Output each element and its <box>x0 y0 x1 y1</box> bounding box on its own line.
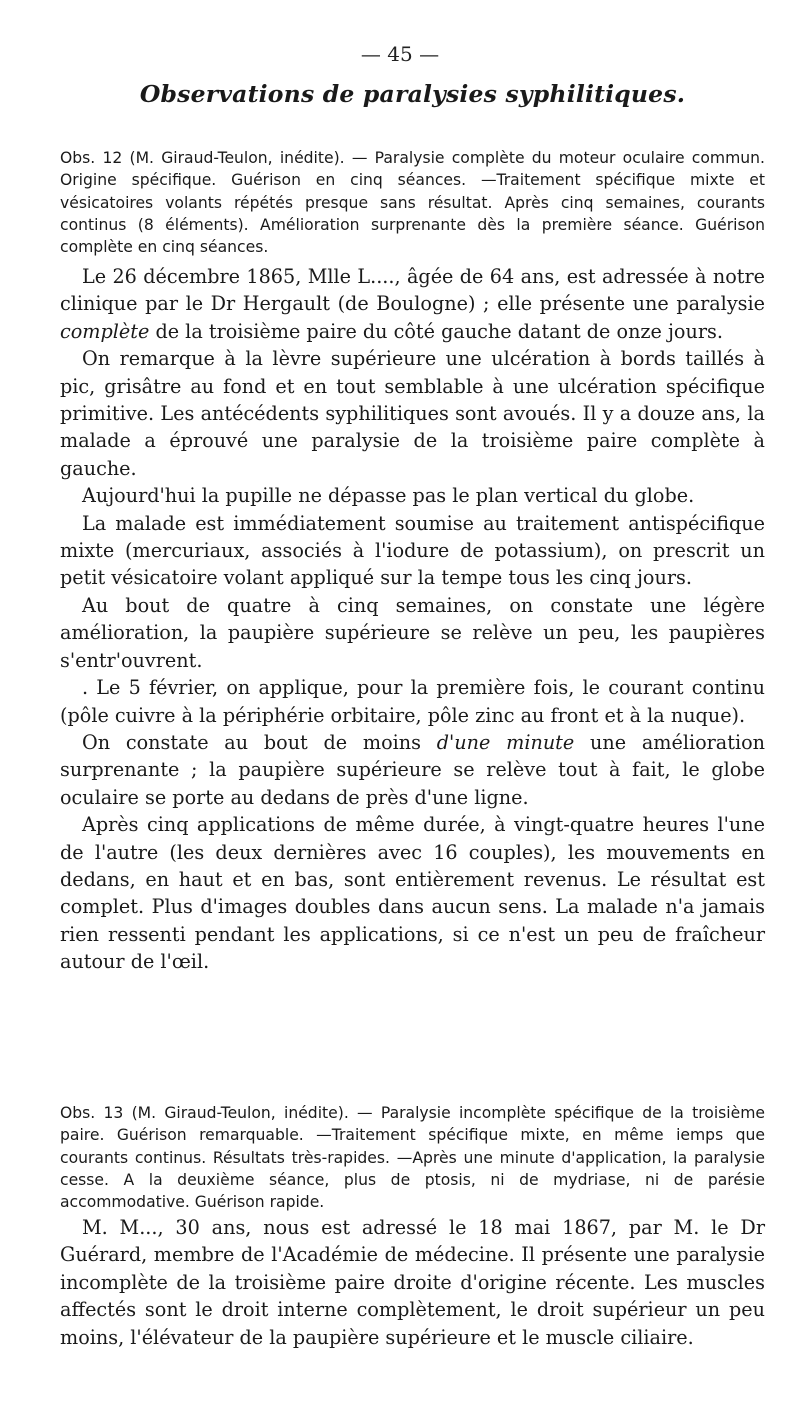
page-number: — 45 — <box>360 42 440 66</box>
emphasis: complète <box>60 319 150 343</box>
text-run: On constate au bout de moins <box>82 730 437 754</box>
obs-13-paragraph: M. M..., 30 ans, nous est adressé le 18 mai 1867, par M. le Dr Guérard, membre de l'Académie de médecine. Il présente une paralysie incomplète de la troisième paire droite d'origine récente. Les muscles affectés sont le droit interne complètement, le droit supérieur un peu moins, l'élévateur de la paupière supérieure et le muscle ciliaire. <box>60 1216 765 1349</box>
obs-12-case-text <box>60 263 765 976</box>
obs-12-paragraph: Après cinq applications de même durée, à vingt-quatre heures l'une de l'autre (les deux dernières avec 16 couples), les mouvements en dedans, en haut et en bas, sont entièrement revenus. Le résultat est complet. Plus d'images doubles dans aucun sens. La malade n'a jamais rien ressenti pendant les applications, si ce n'est un peu de fraîcheur autour de l'œil. <box>60 813 765 974</box>
text-run: de la troisième paire du côté gauche datant de onze jours. <box>149 319 723 343</box>
obs-12-paragraph <box>60 729 765 811</box>
obs-12-paragraph: La malade est immédiatement soumise au traitement antispécifique mixte (mercuriaux, associés à l'iodure de potassium), on prescrit un petit vésicatoire volant appliqué sur la tempe tous les cinq jours. <box>60 511 765 590</box>
obs-13-case-text <box>60 1214 765 1351</box>
obs-12-paragraph: On remarque à la lèvre supérieure une ulcération à bords taillés à pic, grisâtre au fond et en tout semblable à une ulcération spécifique primitive. Les antécédents syphilitiques sont avoués. Il y a douze ans, la malade a éprouvé une paralysie de la troisième paire complète à gauche. <box>60 347 765 480</box>
obs-12-paragraph: Aujourd'hui la pupille ne dépasse pas le plan vertical du globe. <box>82 484 695 508</box>
obs-12-paragraph <box>60 263 765 345</box>
obs-12-summary: Obs. 12 (M. Giraud-Teulon, inédite). — Paralysie complète du moteur oculaire commun. Origine spécifique. Guérison en cinq séances. —Traitement spécifique mixte et vésicatoires volants répétés presque sans résultat. Après cinq semaines, courants continus (8 éléments). Amélioration surprenante dès la première séance. Guérison complète en cinq séances. <box>60 149 765 257</box>
obs-12-paragraph: . Le 5 février, on applique, pour la première fois, le courant continu (pôle cuivre à la périphérie orbitaire, pôle zinc au front et à la nuque). <box>60 676 765 727</box>
emphasis: d'une minute <box>436 730 575 754</box>
text-run: une amélioration surprenante ; la paupière supérieure se relève tout à fait, le globe oculaire se porte au dedans de près d'une ligne. <box>60 730 766 809</box>
text-run: Le 26 décembre 1865, Mlle L...., âgée de 64 ans, est adressée à notre clinique par le Dr Hergault (de Boulogne) ; elle présente une paralysie <box>60 265 765 316</box>
page-title: Observations de paralysies syphilitiques. <box>139 80 686 108</box>
obs-13-summary: Obs. 13 (M. Giraud-Teulon, inédite). — Paralysie incomplète spécifique de la troisième paire. Guérison remarquable. —Traitement spécifique mixte, en même iemps que courants continus. Résultats très-rapides. —Après une minute d'application, la paralysie cesse. A la deuxième séance, plus de ptosis, ni de mydriase, ni de parésie accommodative. Guérison rapide. <box>60 1104 765 1212</box>
obs-12-paragraph: Au bout de quatre à cinq semaines, on constate une légère amélioration, la paupière supérieure se relève un peu, les paupières s'entr'ouvrent. <box>60 593 765 672</box>
